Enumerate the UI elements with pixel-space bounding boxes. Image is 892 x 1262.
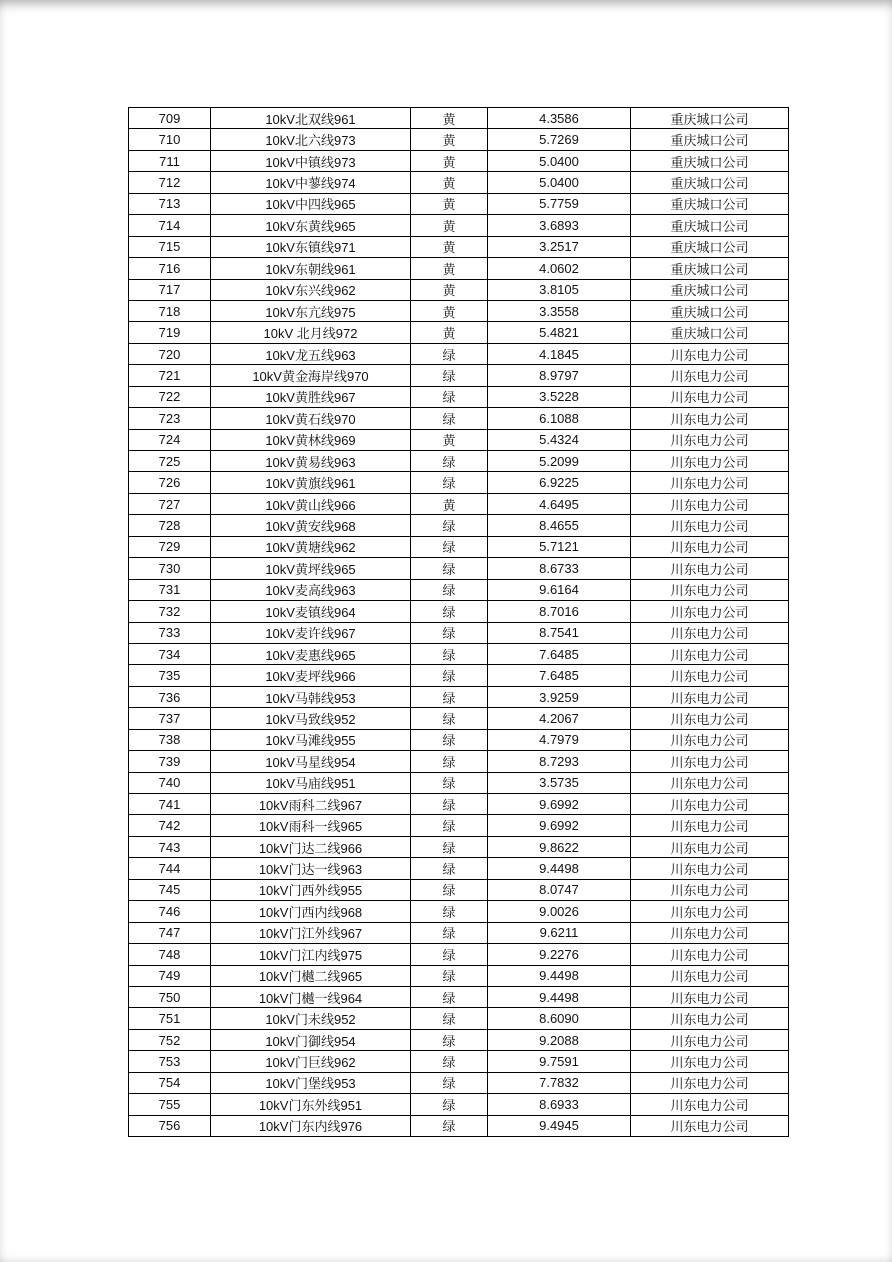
cell-value: 3.6893	[488, 215, 631, 236]
table-row	[129, 1029, 789, 1050]
cell-status: 绿	[411, 1115, 488, 1136]
table-row	[129, 493, 789, 514]
cell-value: 3.5735	[488, 772, 631, 793]
cell-line: 10kV门江外线967	[211, 922, 411, 943]
cell-company: 川东电力公司	[631, 1094, 789, 1115]
table-row	[129, 1072, 789, 1093]
cell-line: 10kV黄金海岸线970	[211, 365, 411, 386]
cell-value: 5.7269	[488, 129, 631, 150]
cell-value: 9.0026	[488, 901, 631, 922]
cell-value: 4.6495	[488, 493, 631, 514]
cell-value: 9.6992	[488, 794, 631, 815]
cell-value: 8.4655	[488, 515, 631, 536]
cell-company: 川东电力公司	[631, 343, 789, 364]
cell-value: 8.9797	[488, 365, 631, 386]
cell-company: 川东电力公司	[631, 729, 789, 750]
table-row	[129, 815, 789, 836]
cell-line: 10kV东亢线975	[211, 300, 411, 321]
cell-line: 10kV门达二线966	[211, 836, 411, 857]
cell-status: 黄	[411, 215, 488, 236]
table-row	[129, 429, 789, 450]
cell-company: 川东电力公司	[631, 643, 789, 664]
cell-no: 731	[129, 579, 211, 600]
cell-no: 734	[129, 643, 211, 664]
table-row	[129, 1051, 789, 1072]
cell-no: 719	[129, 322, 211, 343]
cell-no: 711	[129, 150, 211, 171]
cell-company: 川东电力公司	[631, 515, 789, 536]
cell-status: 绿	[411, 343, 488, 364]
cell-company: 川东电力公司	[631, 601, 789, 622]
cell-no: 721	[129, 365, 211, 386]
cell-company: 川东电力公司	[631, 922, 789, 943]
table-row	[129, 515, 789, 536]
cell-value: 3.2517	[488, 236, 631, 257]
cell-status: 绿	[411, 665, 488, 686]
table-row	[129, 729, 789, 750]
cell-value: 7.6485	[488, 643, 631, 664]
cell-value: 9.6992	[488, 815, 631, 836]
cell-status: 黄	[411, 322, 488, 343]
cell-no: 736	[129, 686, 211, 707]
table-row	[129, 579, 789, 600]
cell-line: 10kV东兴线962	[211, 279, 411, 300]
table-row	[129, 622, 789, 643]
cell-company: 川东电力公司	[631, 708, 789, 729]
cell-line: 10kV黄安线968	[211, 515, 411, 536]
cell-value: 9.7591	[488, 1051, 631, 1072]
cell-value: 7.6485	[488, 665, 631, 686]
cell-no: 750	[129, 986, 211, 1007]
table-row	[129, 343, 789, 364]
cell-status: 绿	[411, 901, 488, 922]
cell-company: 川东电力公司	[631, 686, 789, 707]
cell-company: 重庆城口公司	[631, 172, 789, 193]
cell-company: 川东电力公司	[631, 365, 789, 386]
cell-status: 黄	[411, 193, 488, 214]
table-row	[129, 1115, 789, 1136]
cell-status: 黄	[411, 279, 488, 300]
cell-line: 10kV马韩线953	[211, 686, 411, 707]
cell-line: 10kV黄山线966	[211, 493, 411, 514]
cell-line: 10kV门堡线953	[211, 1072, 411, 1093]
cell-value: 6.1088	[488, 408, 631, 429]
cell-company: 川东电力公司	[631, 472, 789, 493]
cell-status: 黄	[411, 108, 488, 129]
cell-line: 10kV黄塘线962	[211, 536, 411, 557]
cell-line: 10kV门江内线975	[211, 944, 411, 965]
table-row	[129, 858, 789, 879]
cell-company: 重庆城口公司	[631, 279, 789, 300]
cell-no: 716	[129, 258, 211, 279]
cell-line: 10kV中蓼线974	[211, 172, 411, 193]
cell-company: 川东电力公司	[631, 1029, 789, 1050]
cell-no: 732	[129, 601, 211, 622]
cell-status: 黄	[411, 493, 488, 514]
cell-value: 5.0400	[488, 172, 631, 193]
cell-status: 绿	[411, 772, 488, 793]
cell-company: 川东电力公司	[631, 1051, 789, 1072]
cell-status: 绿	[411, 922, 488, 943]
cell-no: 729	[129, 536, 211, 557]
cell-company: 重庆城口公司	[631, 129, 789, 150]
cell-status: 绿	[411, 643, 488, 664]
cell-status: 绿	[411, 1051, 488, 1072]
line-table-body	[129, 108, 789, 1137]
cell-company: 川东电力公司	[631, 879, 789, 900]
cell-value: 9.6211	[488, 922, 631, 943]
cell-value: 5.0400	[488, 150, 631, 171]
cell-no: 740	[129, 772, 211, 793]
cell-line: 10kV门西内线968	[211, 901, 411, 922]
table-row	[129, 772, 789, 793]
cell-no: 744	[129, 858, 211, 879]
table-row	[129, 365, 789, 386]
cell-line: 10kV马星线954	[211, 751, 411, 772]
cell-status: 绿	[411, 944, 488, 965]
table-row	[129, 708, 789, 729]
cell-line: 10kV龙五线963	[211, 343, 411, 364]
cell-status: 黄	[411, 300, 488, 321]
cell-no: 745	[129, 879, 211, 900]
cell-status: 绿	[411, 558, 488, 579]
table-row	[129, 236, 789, 257]
cell-status: 黄	[411, 429, 488, 450]
cell-company: 川东电力公司	[631, 1072, 789, 1093]
cell-no: 710	[129, 129, 211, 150]
cell-no: 741	[129, 794, 211, 815]
table-row	[129, 836, 789, 857]
table-row	[129, 108, 789, 129]
cell-company: 川东电力公司	[631, 558, 789, 579]
cell-line: 10kV门巨线962	[211, 1051, 411, 1072]
cell-status: 绿	[411, 986, 488, 1007]
cell-no: 747	[129, 922, 211, 943]
table-row	[129, 901, 789, 922]
cell-line: 10kV黄石线970	[211, 408, 411, 429]
cell-no: 723	[129, 408, 211, 429]
cell-company: 川东电力公司	[631, 944, 789, 965]
cell-line: 10kV门御线954	[211, 1029, 411, 1050]
cell-no: 755	[129, 1094, 211, 1115]
cell-no: 743	[129, 836, 211, 857]
cell-company: 川东电力公司	[631, 901, 789, 922]
table-row	[129, 408, 789, 429]
cell-no: 753	[129, 1051, 211, 1072]
cell-line: 10kV麦惠线965	[211, 643, 411, 664]
table-row	[129, 751, 789, 772]
cell-value: 5.2099	[488, 451, 631, 472]
cell-no: 737	[129, 708, 211, 729]
cell-status: 绿	[411, 1029, 488, 1050]
cell-value: 9.4498	[488, 858, 631, 879]
cell-line: 10kV门樾一线964	[211, 986, 411, 1007]
cell-company: 川东电力公司	[631, 665, 789, 686]
cell-no: 717	[129, 279, 211, 300]
cell-company: 川东电力公司	[631, 965, 789, 986]
table-row	[129, 150, 789, 171]
cell-value: 5.4821	[488, 322, 631, 343]
cell-value: 4.7979	[488, 729, 631, 750]
cell-line: 10kV北双线961	[211, 108, 411, 129]
cell-no: 728	[129, 515, 211, 536]
cell-no: 725	[129, 451, 211, 472]
table-row	[129, 1094, 789, 1115]
cell-value: 9.6164	[488, 579, 631, 600]
cell-company: 重庆城口公司	[631, 108, 789, 129]
cell-no: 733	[129, 622, 211, 643]
cell-status: 黄	[411, 172, 488, 193]
cell-no: 726	[129, 472, 211, 493]
cell-line: 10kV中四线965	[211, 193, 411, 214]
cell-value: 8.7293	[488, 751, 631, 772]
cell-no: 756	[129, 1115, 211, 1136]
cell-status: 绿	[411, 729, 488, 750]
cell-no: 735	[129, 665, 211, 686]
cell-company: 川东电力公司	[631, 751, 789, 772]
cell-line: 10kV门东内线976	[211, 1115, 411, 1136]
table-row	[129, 258, 789, 279]
cell-status: 绿	[411, 708, 488, 729]
cell-status: 绿	[411, 965, 488, 986]
cell-line: 10kV门达一线963	[211, 858, 411, 879]
cell-line: 10kV黄林线969	[211, 429, 411, 450]
table-row	[129, 558, 789, 579]
table-row	[129, 686, 789, 707]
cell-value: 4.3586	[488, 108, 631, 129]
cell-status: 绿	[411, 836, 488, 857]
cell-company: 重庆城口公司	[631, 258, 789, 279]
cell-no: 738	[129, 729, 211, 750]
cell-status: 黄	[411, 150, 488, 171]
table-row	[129, 601, 789, 622]
cell-line: 10kV 北月线972	[211, 322, 411, 343]
cell-company: 川东电力公司	[631, 815, 789, 836]
cell-company: 川东电力公司	[631, 386, 789, 407]
cell-no: 746	[129, 901, 211, 922]
cell-status: 绿	[411, 579, 488, 600]
table-row	[129, 129, 789, 150]
table-row	[129, 643, 789, 664]
cell-value: 9.4945	[488, 1115, 631, 1136]
cell-no: 720	[129, 343, 211, 364]
cell-company: 川东电力公司	[631, 858, 789, 879]
table-row	[129, 472, 789, 493]
cell-line: 10kV门东外线951	[211, 1094, 411, 1115]
cell-no: 748	[129, 944, 211, 965]
cell-value: 3.3558	[488, 300, 631, 321]
cell-no: 722	[129, 386, 211, 407]
cell-no: 742	[129, 815, 211, 836]
cell-status: 绿	[411, 622, 488, 643]
cell-value: 9.8622	[488, 836, 631, 857]
cell-value: 4.1845	[488, 343, 631, 364]
table-row	[129, 536, 789, 557]
cell-value: 4.0602	[488, 258, 631, 279]
cell-no: 727	[129, 493, 211, 514]
cell-company: 川东电力公司	[631, 1008, 789, 1029]
cell-no: 752	[129, 1029, 211, 1050]
cell-line: 10kV麦坪线966	[211, 665, 411, 686]
table-row	[129, 193, 789, 214]
cell-status: 绿	[411, 515, 488, 536]
cell-line: 10kV东镇线971	[211, 236, 411, 257]
cell-company: 川东电力公司	[631, 536, 789, 557]
cell-company: 川东电力公司	[631, 622, 789, 643]
cell-no: 739	[129, 751, 211, 772]
cell-value: 8.7541	[488, 622, 631, 643]
cell-company: 重庆城口公司	[631, 322, 789, 343]
table-row	[129, 172, 789, 193]
cell-status: 绿	[411, 601, 488, 622]
cell-value: 4.2067	[488, 708, 631, 729]
cell-value: 8.6090	[488, 1008, 631, 1029]
cell-status: 黄	[411, 258, 488, 279]
cell-line: 10kV雨科一线965	[211, 815, 411, 836]
cell-value: 8.6933	[488, 1094, 631, 1115]
cell-company: 川东电力公司	[631, 493, 789, 514]
cell-no: 709	[129, 108, 211, 129]
cell-status: 绿	[411, 365, 488, 386]
table-row	[129, 215, 789, 236]
cell-company: 川东电力公司	[631, 772, 789, 793]
cell-line: 10kV雨科二线967	[211, 794, 411, 815]
cell-value: 8.6733	[488, 558, 631, 579]
cell-status: 黄	[411, 236, 488, 257]
table-row	[129, 1008, 789, 1029]
cell-no: 712	[129, 172, 211, 193]
cell-line: 10kV中镇线973	[211, 150, 411, 171]
table-row	[129, 879, 789, 900]
cell-line: 10kV麦许线967	[211, 622, 411, 643]
cell-no: 713	[129, 193, 211, 214]
cell-company: 重庆城口公司	[631, 236, 789, 257]
cell-company: 重庆城口公司	[631, 150, 789, 171]
cell-status: 绿	[411, 1072, 488, 1093]
cell-line: 10kV马致线952	[211, 708, 411, 729]
cell-status: 绿	[411, 408, 488, 429]
cell-value: 5.4324	[488, 429, 631, 450]
cell-company: 川东电力公司	[631, 579, 789, 600]
cell-value: 6.9225	[488, 472, 631, 493]
cell-company: 川东电力公司	[631, 1115, 789, 1136]
table-row	[129, 965, 789, 986]
cell-status: 绿	[411, 451, 488, 472]
cell-line: 10kV麦镇线964	[211, 601, 411, 622]
cell-status: 绿	[411, 794, 488, 815]
cell-status: 绿	[411, 472, 488, 493]
cell-line: 10kV东黄线965	[211, 215, 411, 236]
table-row	[129, 922, 789, 943]
cell-value: 9.2276	[488, 944, 631, 965]
cell-no: 749	[129, 965, 211, 986]
table-row	[129, 665, 789, 686]
cell-status: 黄	[411, 129, 488, 150]
cell-status: 绿	[411, 751, 488, 772]
cell-company: 川东电力公司	[631, 836, 789, 857]
cell-company: 川东电力公司	[631, 429, 789, 450]
cell-value: 3.9259	[488, 686, 631, 707]
cell-value: 5.7759	[488, 193, 631, 214]
table-row	[129, 944, 789, 965]
cell-no: 754	[129, 1072, 211, 1093]
cell-line: 10kV马滩线955	[211, 729, 411, 750]
power-line-table	[128, 107, 789, 1137]
table-row	[129, 300, 789, 321]
cell-no: 715	[129, 236, 211, 257]
cell-line: 10kV黄旗线961	[211, 472, 411, 493]
cell-line: 10kV黄坪线965	[211, 558, 411, 579]
cell-status: 绿	[411, 1094, 488, 1115]
cell-line: 10kV东朝线961	[211, 258, 411, 279]
cell-value: 9.4498	[488, 965, 631, 986]
cell-value: 9.2088	[488, 1029, 631, 1050]
cell-value: 7.7832	[488, 1072, 631, 1093]
cell-value: 5.7121	[488, 536, 631, 557]
cell-company: 川东电力公司	[631, 986, 789, 1007]
cell-value: 8.7016	[488, 601, 631, 622]
table-row	[129, 279, 789, 300]
cell-line: 10kV门未线952	[211, 1008, 411, 1029]
cell-value: 3.5228	[488, 386, 631, 407]
cell-status: 绿	[411, 815, 488, 836]
cell-value: 3.8105	[488, 279, 631, 300]
cell-no: 724	[129, 429, 211, 450]
cell-line: 10kV麦高线963	[211, 579, 411, 600]
cell-line: 10kV黄胜线967	[211, 386, 411, 407]
cell-no: 751	[129, 1008, 211, 1029]
cell-no: 714	[129, 215, 211, 236]
cell-status: 绿	[411, 386, 488, 407]
cell-company: 重庆城口公司	[631, 215, 789, 236]
table-row	[129, 986, 789, 1007]
cell-company: 川东电力公司	[631, 408, 789, 429]
table-row	[129, 386, 789, 407]
cell-no: 718	[129, 300, 211, 321]
table-row	[129, 794, 789, 815]
cell-status: 绿	[411, 858, 488, 879]
table-row	[129, 322, 789, 343]
cell-line: 10kV黄易线963	[211, 451, 411, 472]
cell-no: 730	[129, 558, 211, 579]
cell-status: 绿	[411, 879, 488, 900]
cell-status: 绿	[411, 1008, 488, 1029]
cell-company: 川东电力公司	[631, 794, 789, 815]
table-row	[129, 451, 789, 472]
cell-company: 重庆城口公司	[631, 300, 789, 321]
cell-company: 川东电力公司	[631, 451, 789, 472]
cell-line: 10kV门西外线955	[211, 879, 411, 900]
cell-status: 绿	[411, 686, 488, 707]
cell-line: 10kV门樾二线965	[211, 965, 411, 986]
cell-line: 10kV北六线973	[211, 129, 411, 150]
cell-status: 绿	[411, 536, 488, 557]
cell-value: 9.4498	[488, 986, 631, 1007]
cell-line: 10kV马庙线951	[211, 772, 411, 793]
cell-company: 重庆城口公司	[631, 193, 789, 214]
cell-value: 8.0747	[488, 879, 631, 900]
